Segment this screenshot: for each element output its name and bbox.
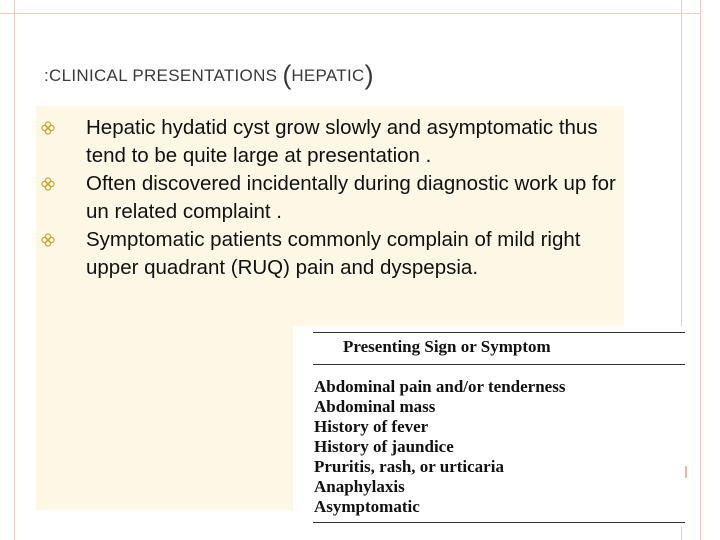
table-header-rule [313,364,685,365]
flower-bullet-icon [40,176,56,192]
bullet-item [36,114,624,170]
table-row: Abdominal mass [314,397,436,416]
table-top-rule [313,332,685,333]
flower-bullet-icon [40,120,56,136]
slide-frame-left [14,0,15,540]
slide-title: :CLINICAL PRESENTATIONS (HEPATIC) [44,60,374,90]
table-row: Abdominal pain and/or tenderness [314,377,566,396]
table-row: Pruritis, rash, or urticaria [314,457,504,476]
table-row: History of jaundice [314,437,454,456]
symptom-table [293,326,685,526]
bullet-text: Often discovered incidentally during diagnostic work up for un related complaint . [86,172,616,223]
slide-frame-top [0,0,700,14]
bullet-item [36,226,624,282]
flower-bullet-icon [40,232,56,248]
table-header: Presenting Sign or Symptom [343,337,551,356]
table-row: History of fever [314,417,429,436]
table-bottom-rule [313,522,685,523]
frame-tick [685,466,687,478]
bullet-text: Symptomatic patients commonly complain of mild right upper quadrant (RUQ) pain and dyspepsia. [86,228,581,279]
table-row: Anaphylaxis [314,477,405,496]
bullet-text: Hepatic hydatid cyst grow slowly and asymptomatic thus tend to be quite large at presentation . [86,116,598,167]
table-row: Asymptomatic [314,497,420,516]
symptom-list [314,377,565,517]
bullet-list [36,114,624,282]
bullet-item [36,170,624,226]
